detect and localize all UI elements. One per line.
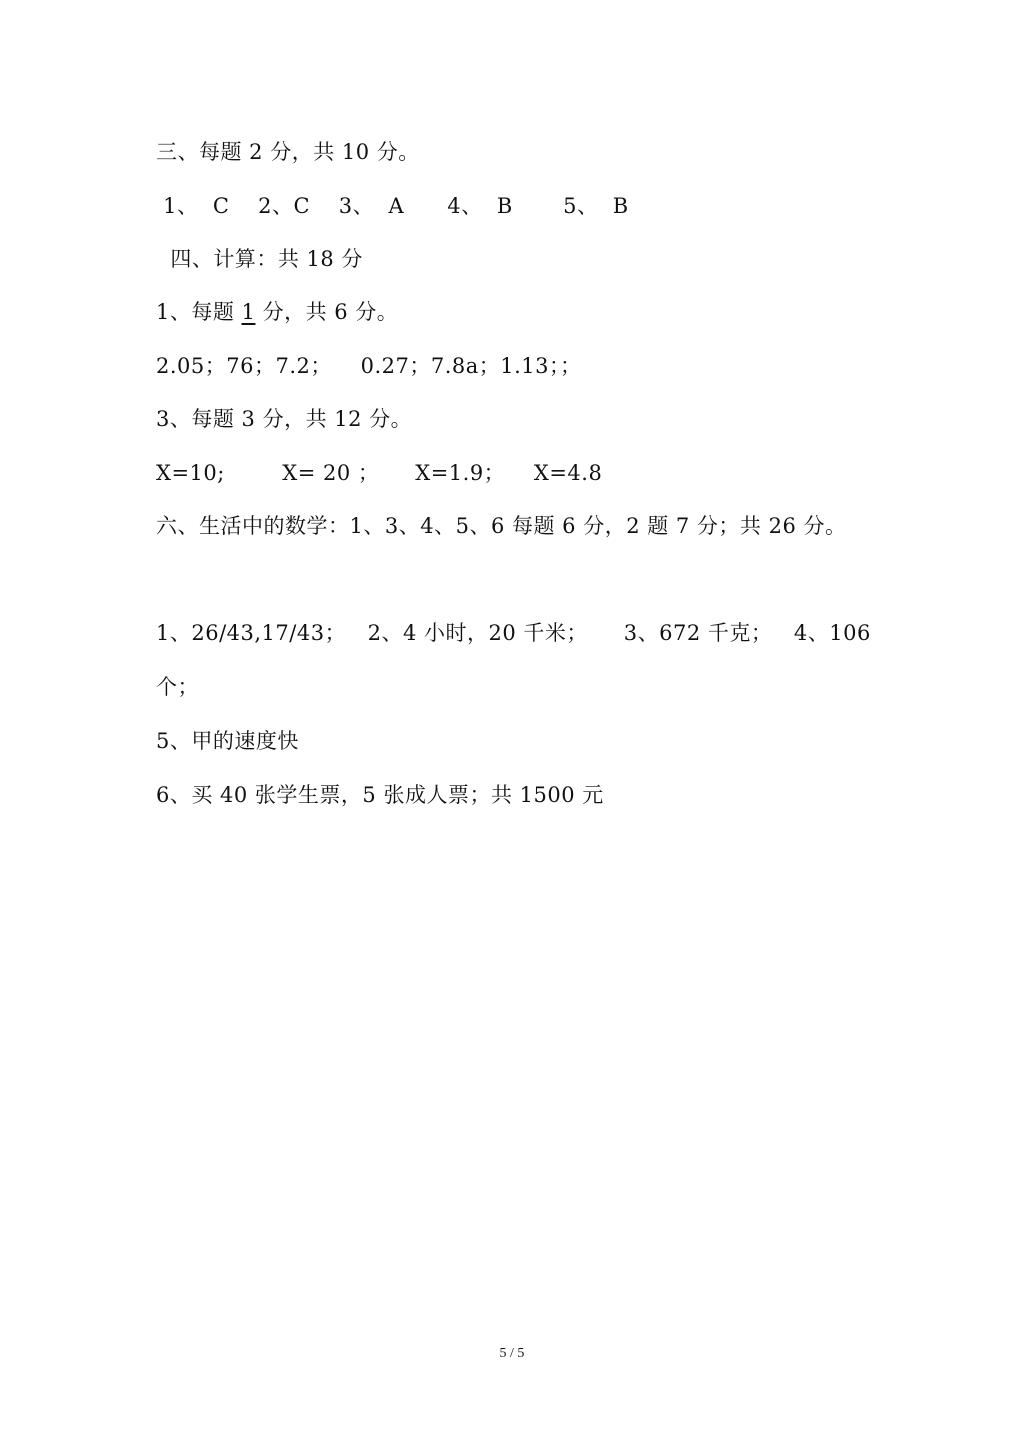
section-four-heading: 四、计算：共 18 分 (156, 247, 363, 271)
calc-part3-heading: 3、每题 3 分，共 12 分。 (156, 407, 413, 431)
calc-part1-underlined-score: 1 (241, 300, 256, 324)
section-three-answers: 1、 C 2、C 3、 A 4、 B 5、 B (156, 194, 629, 218)
calc-part3-answers: X=10; X= 20 ； X=1.9； X=4.8 (156, 461, 603, 485)
calc-part1-heading (156, 298, 398, 326)
section-three-heading: 三、每题 2 分，共 10 分。 (156, 140, 420, 164)
page-number: 5 / 5 (499, 1346, 525, 1361)
calc-part1-answers: 2.05；76；7.2； 0.27；7.8a；1.13；； (156, 354, 582, 378)
section-six-answer-5: 5、甲的速度快 (156, 729, 299, 753)
section-six-answers-1: 1、26/43,17/43； 2、4 小时，20 千米； 3、672 千克； 4、106 (156, 621, 871, 645)
section-six-heading: 六、生活中的数学：1、3、4、5、6 每题 6 分，2 题 7 分；共 26 分。 (156, 514, 847, 538)
section-six-answers-1-cont: 个； (156, 675, 199, 699)
calc-part1-text-b: 分，共 6 分。 (255, 300, 399, 324)
calc-part1-text-a: 1、每题 (156, 300, 242, 324)
section-six-answer-6: 6、买 40 张学生票，5 张成人票；共 1500 元 (156, 783, 604, 807)
